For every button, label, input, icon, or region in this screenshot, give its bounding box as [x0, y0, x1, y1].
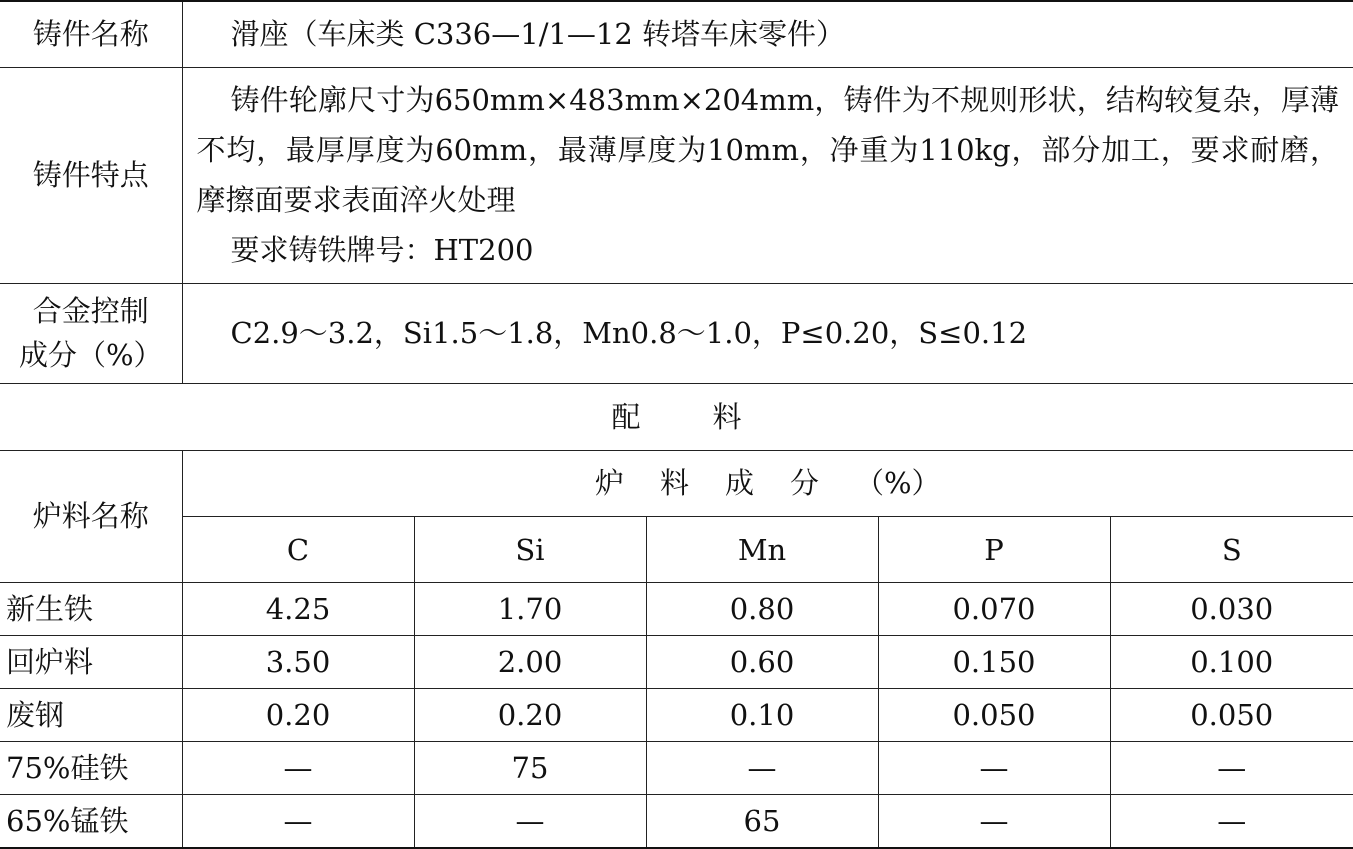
table-cell: —	[414, 795, 646, 849]
casting-grade-text: 要求铸铁牌号：HT200	[197, 225, 1340, 275]
table-row	[0, 742, 1353, 795]
table-cell: 2.00	[414, 636, 646, 689]
table-cell: —	[1110, 795, 1353, 849]
element-header-p: P	[878, 517, 1110, 583]
composition-header-row	[0, 451, 1353, 517]
table-cell: 1.70	[414, 583, 646, 636]
table-cell: —	[1110, 742, 1353, 795]
material-name: 新生铁	[0, 583, 182, 636]
element-header-c: C	[182, 517, 414, 583]
material-name: 回炉料	[0, 636, 182, 689]
table-cell: 0.20	[182, 689, 414, 742]
table-cell: 0.60	[646, 636, 878, 689]
element-header-row	[0, 517, 1353, 583]
table-cell: 0.030	[1110, 583, 1353, 636]
section-char-2: 料	[713, 384, 742, 450]
table-cell: 0.20	[414, 689, 646, 742]
table-row	[0, 583, 1353, 636]
table-cell: 0.100	[1110, 636, 1353, 689]
alloy-label-line2: 成分（%）	[0, 333, 182, 377]
casting-features-row	[0, 67, 1353, 283]
casting-name-label: 铸件名称	[0, 1, 182, 67]
table-cell: 0.80	[646, 583, 878, 636]
table-row	[0, 636, 1353, 689]
element-header-si: Si	[414, 517, 646, 583]
material-name: 75%硅铁	[0, 742, 182, 795]
alloy-composition-value: C2.9～3.2，Si1.5～1.8，Mn0.8～1.0，P≤0.20，S≤0.12	[182, 283, 1353, 383]
table-cell: —	[878, 742, 1110, 795]
casting-name-row	[0, 1, 1353, 67]
batching-section-title	[0, 384, 1353, 451]
table-cell: 65	[646, 795, 878, 849]
table-cell: 0.10	[646, 689, 878, 742]
table-cell: —	[182, 795, 414, 849]
table-cell: 3.50	[182, 636, 414, 689]
table-cell: —	[646, 742, 878, 795]
alloy-label-line1: 合金控制	[0, 289, 182, 333]
material-name-header: 炉料名称	[0, 451, 182, 583]
casting-name-value: 滑座（车床类 C336—1/1—12 转塔车床零件）	[182, 1, 1353, 67]
material-name: 废钢	[0, 689, 182, 742]
material-name: 65%锰铁	[0, 795, 182, 849]
element-header-s: S	[1110, 517, 1353, 583]
charge-materials-table	[0, 451, 1353, 849]
casting-features-text: 铸件轮廓尺寸为650mm×483mm×204mm，铸件为不规则形状，结构较复杂，厚薄不均，最厚厚度为60mm，最薄厚度为10mm，净重为110kg，部分加工，要求耐磨，摩擦面要求表面淬火处理	[197, 75, 1340, 225]
table-cell: 0.050	[1110, 689, 1353, 742]
casting-features-label: 铸件特点	[0, 67, 182, 283]
table-cell: 75	[414, 742, 646, 795]
casting-info-table	[0, 0, 1353, 384]
section-char-1: 配	[611, 384, 640, 450]
composition-header: 炉 料 成 分 （%）	[182, 451, 1353, 517]
table-row	[0, 689, 1353, 742]
alloy-composition-row	[0, 283, 1353, 383]
table-cell: 4.25	[182, 583, 414, 636]
table-cell: 0.150	[878, 636, 1110, 689]
table-cell: 0.070	[878, 583, 1110, 636]
table-row	[0, 795, 1353, 849]
table-cell: 0.050	[878, 689, 1110, 742]
table-cell: —	[878, 795, 1110, 849]
table-cell: —	[182, 742, 414, 795]
element-header-mn: Mn	[646, 517, 878, 583]
